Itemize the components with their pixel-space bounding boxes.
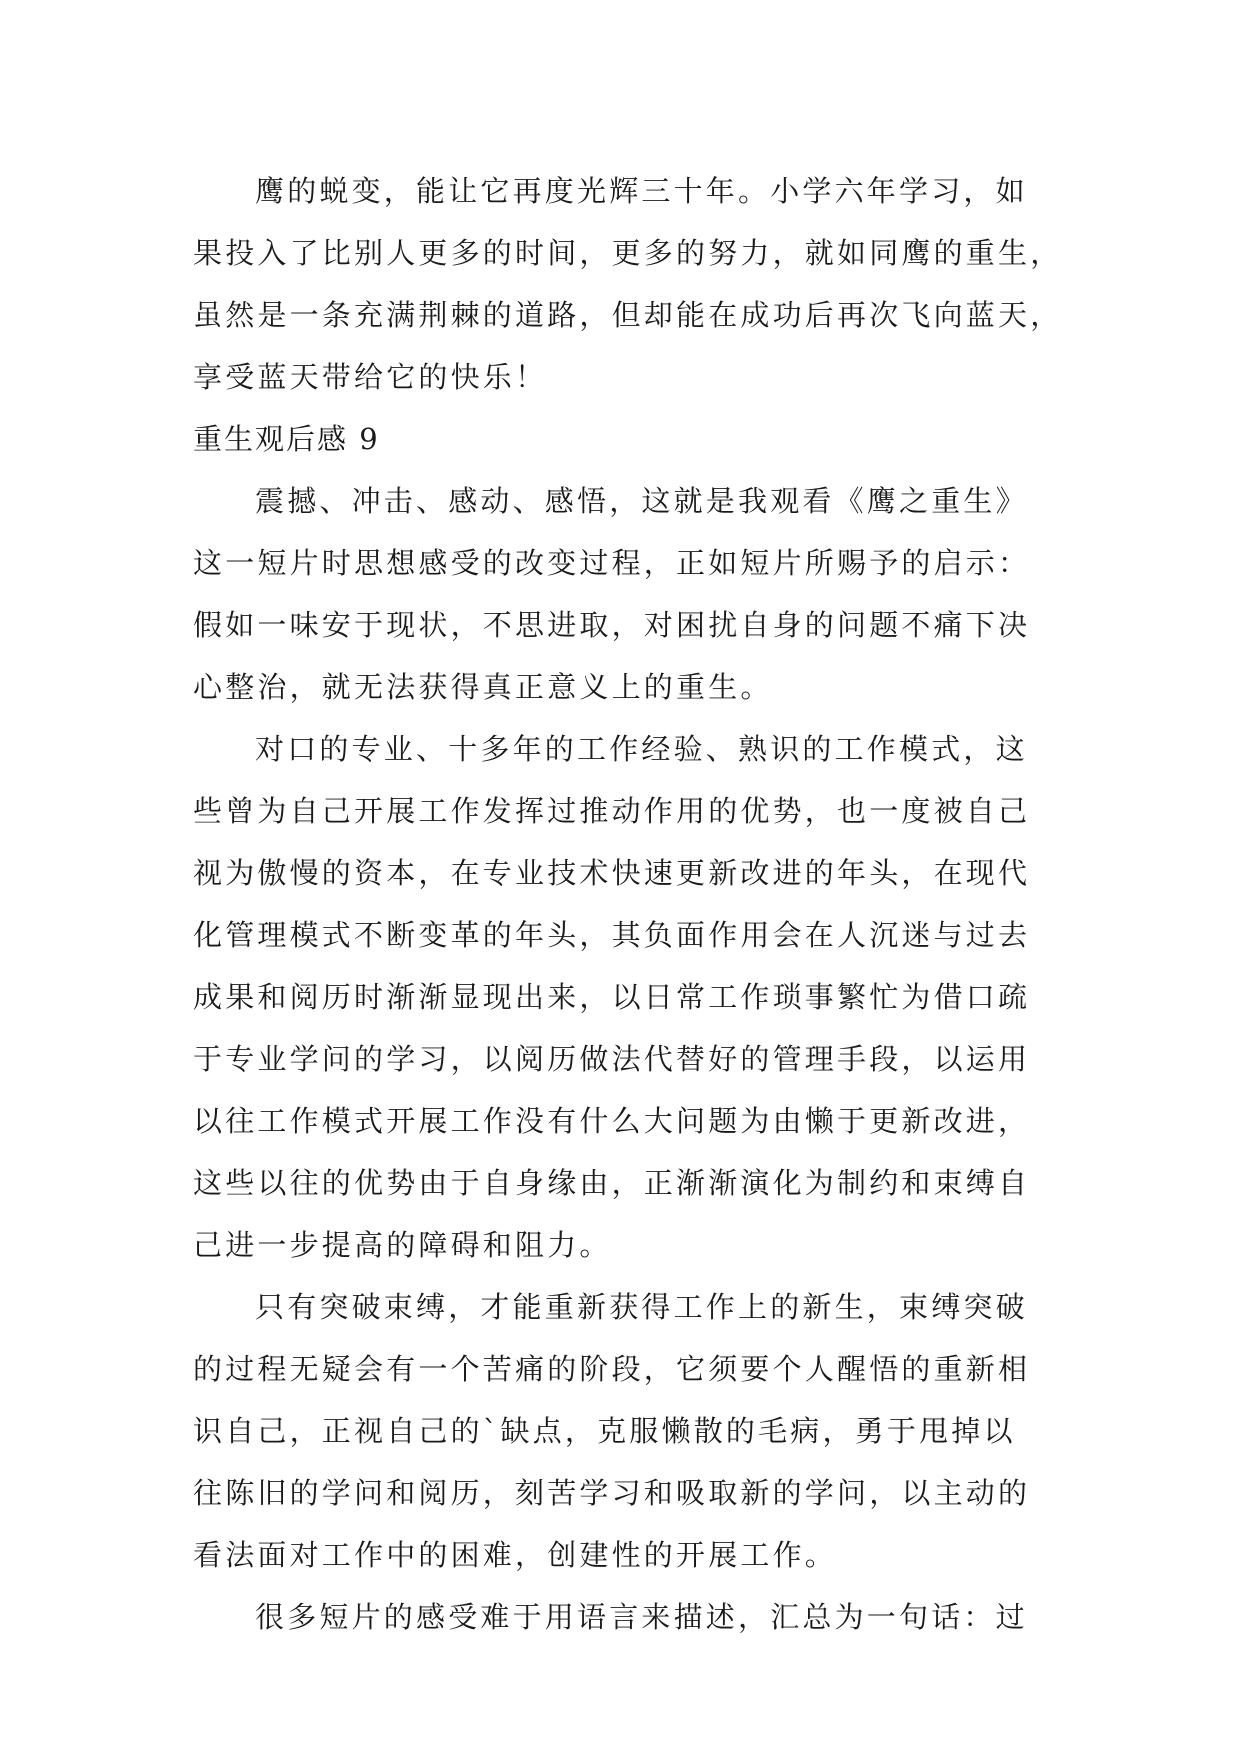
text-line: 往陈旧的学问和阅历，刻苦学习和吸取新的学问，以主动的 <box>193 1476 1031 1510</box>
section-heading: 重生观后感 9 <box>193 422 380 456</box>
text-line: 心整治，就无法获得真正意义上的重生。 <box>193 670 773 704</box>
text-line: 这一短片时思想感受的改变过程，正如短片所赐予的启示： <box>193 546 1031 580</box>
text-line: 成果和阅历时渐渐显现出来，以日常工作琐事繁忙为借口疏 <box>193 980 1031 1014</box>
paragraph <box>193 160 1093 408</box>
text-line: 些曾为自己开展工作发挥过推动作用的优势，也一度被自己 <box>193 794 1031 828</box>
text-line: 对口的专业、十多年的工作经验、熟识的工作模式，这 <box>255 732 1028 766</box>
text-line: 享受蓝天带给它的快乐！ <box>193 360 548 394</box>
paragraph <box>193 1586 1093 1648</box>
text-line: 看法面对工作中的困难，创建性的开展工作。 <box>193 1538 838 1572</box>
text-line: 视为傲慢的资本，在专业技术快速更新改进的年头，在现代 <box>193 856 1031 890</box>
text-line: 震撼、冲击、感动、感悟，这就是我观看《鹰之重生》 <box>255 484 1028 518</box>
text-line: 这些以往的优势由于自身缘由，正渐渐演化为制约和束缚自 <box>193 1166 1031 1200</box>
text-line: 虽然是一条充满荆棘的道路，但却能在成功后再次飞向蓝天， <box>193 298 1063 332</box>
text-line: 于专业学问的学习，以阅历做法代替好的管理手段，以运用 <box>193 1042 1031 1076</box>
text-line: 鹰的蜕变，能让它再度光辉三十年。小学六年学习，如 <box>255 174 1028 208</box>
text-line: 以往工作模式开展工作没有什么大问题为由懒于更新改进， <box>193 1104 1031 1138</box>
text-line: 化管理模式不断变革的年头，其负面作用会在人沉迷与过去 <box>193 918 1031 952</box>
text-line: 的过程无疑会有一个苦痛的阶段，它须要个人醒悟的重新相 <box>193 1352 1031 1386</box>
paragraph <box>193 470 1093 718</box>
text-line: 假如一味安于现状，不思进取，对困扰自身的问题不痛下决 <box>193 608 1031 642</box>
text-line: 很多短片的感受难于用语言来描述，汇总为一句话：过 <box>255 1600 1028 1634</box>
text-line: 识自己，正视自己的`缺点，克服懒散的毛病，勇于甩掉以 <box>193 1414 1016 1448</box>
text-line: 果投入了比别人更多的时间，更多的努力，就如同鹰的重生， <box>193 236 1063 270</box>
text-line: 只有突破束缚，才能重新获得工作上的新生，束缚突破 <box>255 1290 1028 1324</box>
document-body <box>193 160 1093 1648</box>
paragraph <box>193 1276 1093 1586</box>
paragraph <box>193 718 1093 1276</box>
text-line: 己进一步提高的障碍和阻力。 <box>193 1228 612 1262</box>
